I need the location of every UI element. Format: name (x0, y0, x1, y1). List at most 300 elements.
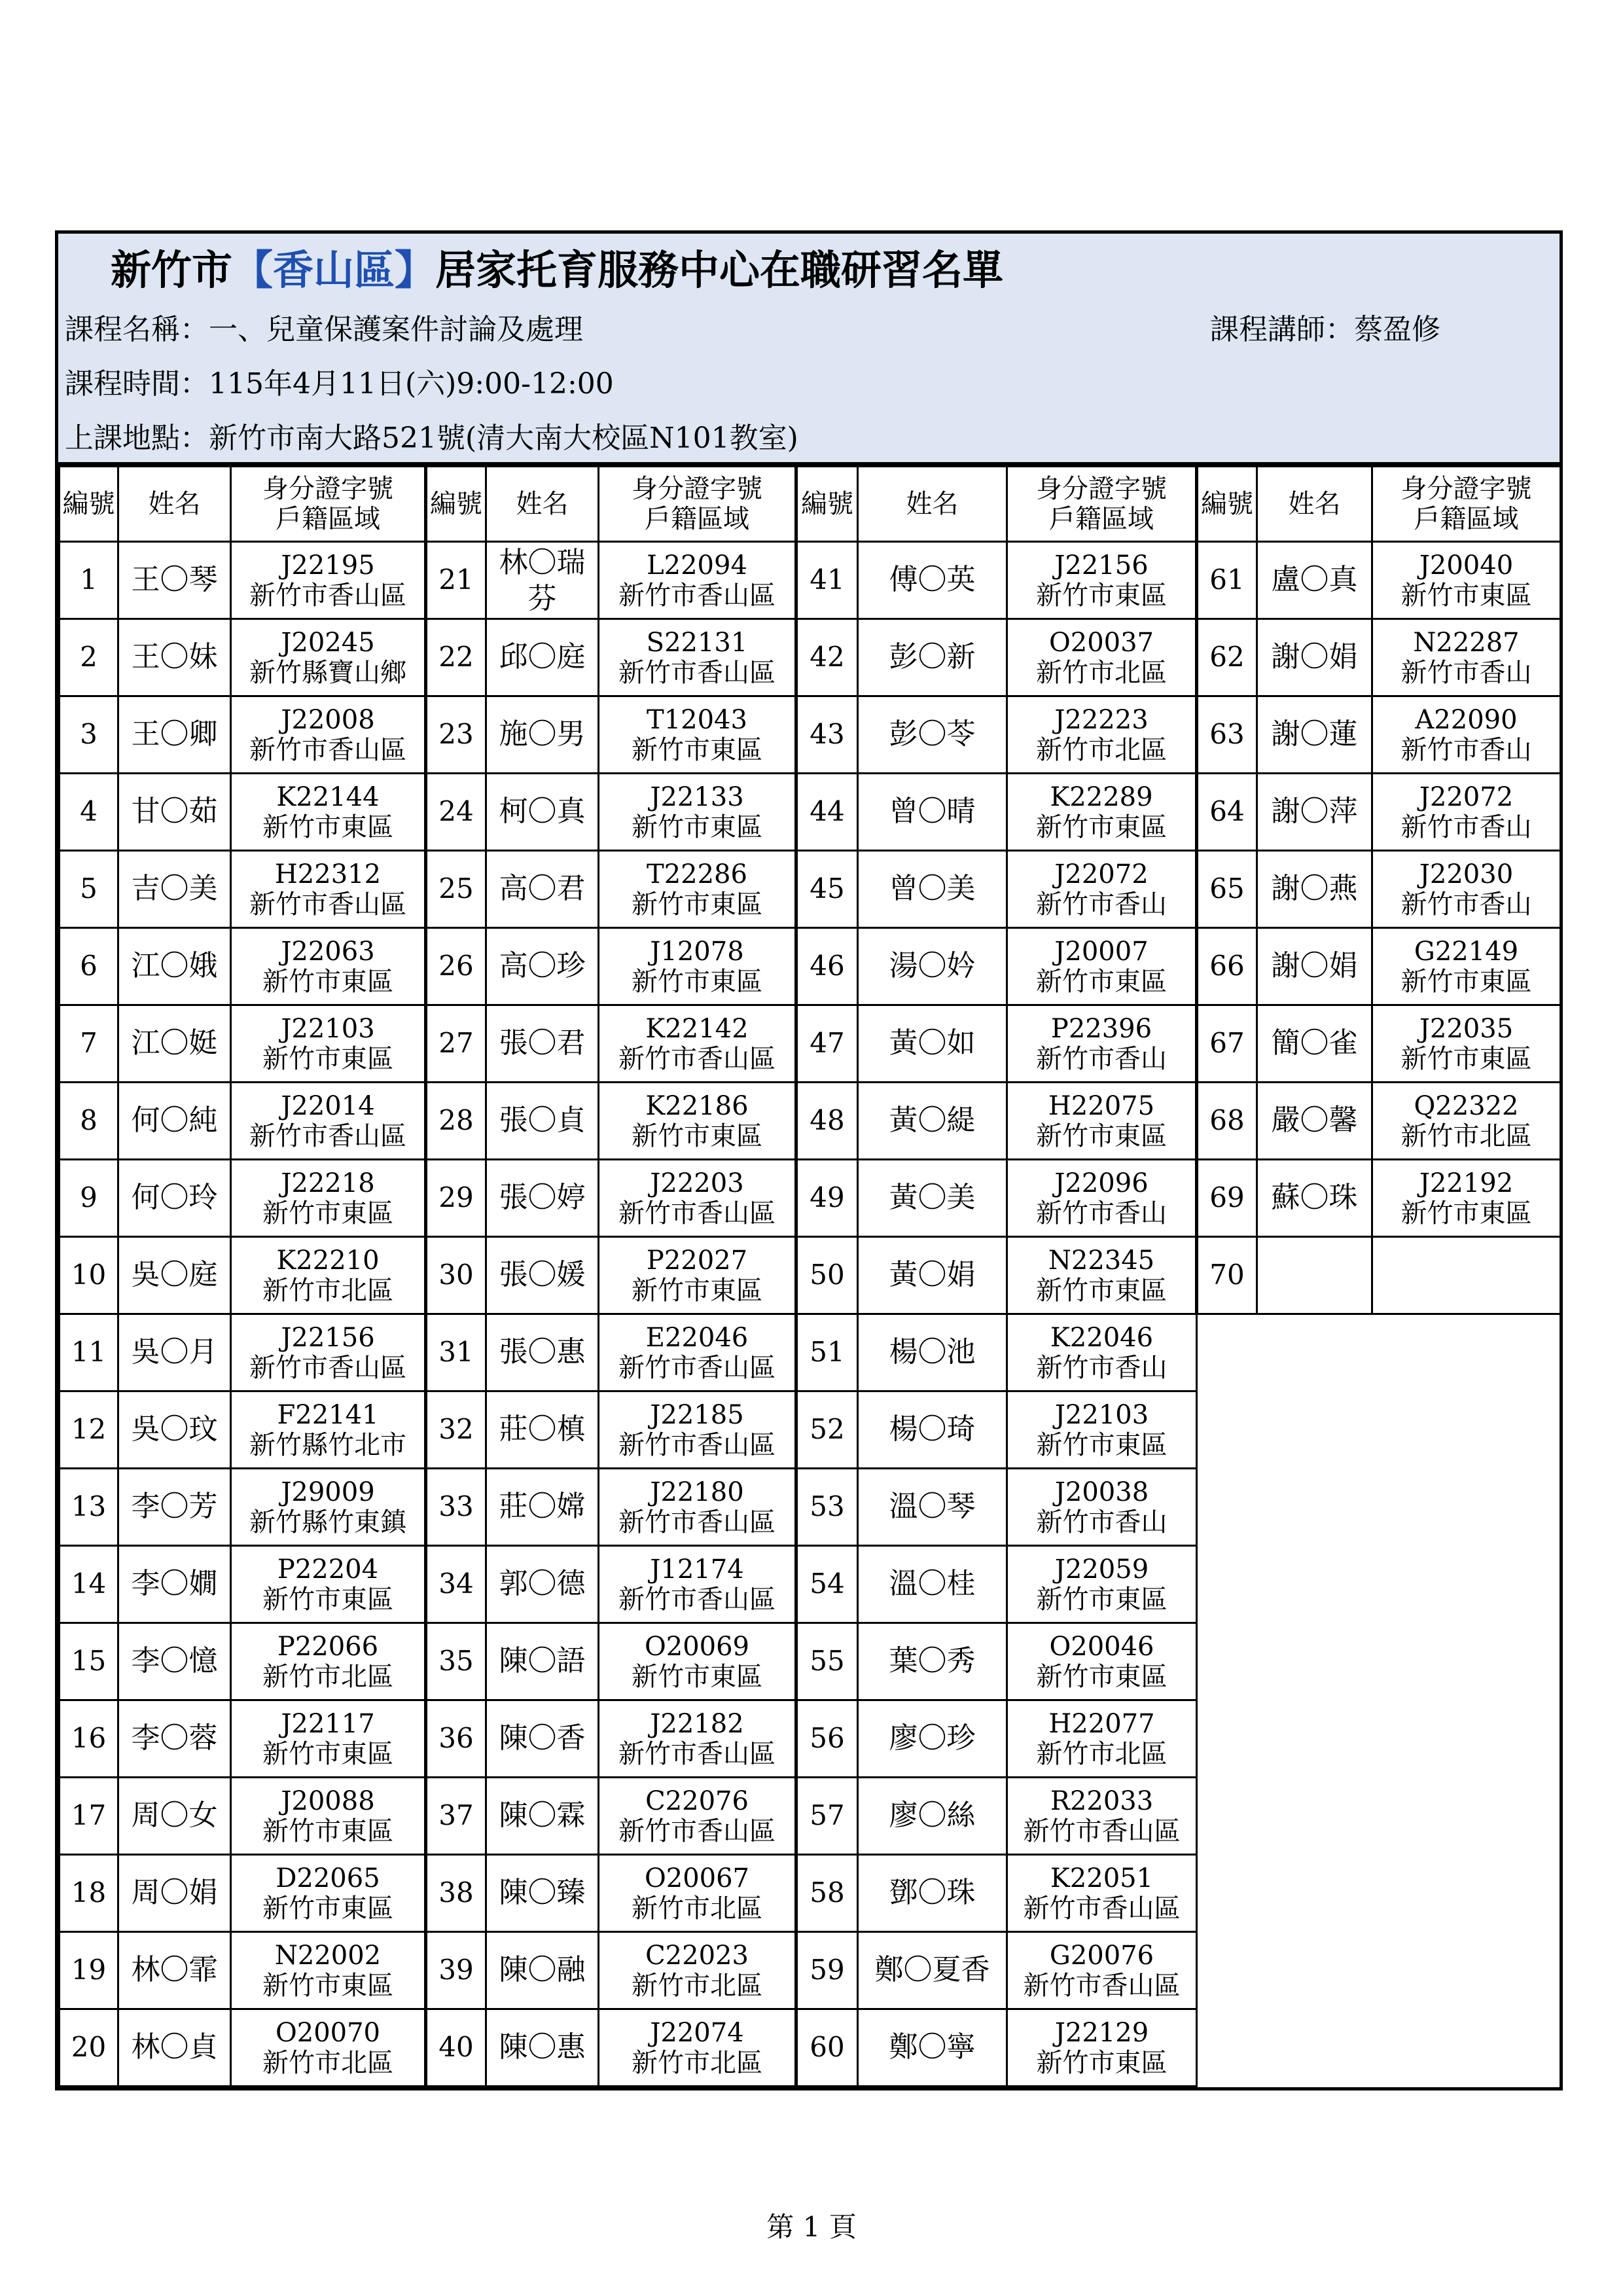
cell-area: 新竹市香山區 (618, 1198, 776, 1229)
table-row (60, 1314, 1561, 1391)
cell-name: 簡〇雀 (1257, 1005, 1372, 1083)
cell-area: 新竹市東區 (1036, 1121, 1167, 1151)
cell-id-area (599, 619, 796, 696)
cell-no: 26 (426, 928, 486, 1005)
cell-no: 67 (1197, 1005, 1257, 1083)
cell-area: 新竹市東區 (262, 1584, 393, 1615)
course-name: 課程名稱：一、兒童保護案件討論及處理 (65, 312, 583, 346)
empty-cell (1197, 1546, 1561, 1623)
cell-no: 50 (796, 1237, 858, 1314)
cell-id-area (231, 1005, 426, 1083)
cell-area: 新竹市香山 (1400, 734, 1532, 765)
cell-id: J22117 (281, 1708, 375, 1739)
cell-area: 新竹市東區 (1036, 2047, 1168, 2078)
cell-no: 58 (796, 1855, 858, 1932)
cell-id: F22141 (277, 1399, 379, 1430)
cell-no: 44 (796, 774, 858, 851)
cell-name: 李〇蓉 (118, 1700, 231, 1778)
cell-no: 18 (60, 1855, 118, 1932)
cell-area: 新竹市香山 (1036, 1352, 1168, 1383)
cell-no: 43 (796, 696, 858, 774)
cell-name: 謝〇燕 (1257, 851, 1372, 928)
cell-id-area (599, 2009, 796, 2087)
cell-no: 2 (60, 619, 118, 696)
cell-id: J22072 (1054, 859, 1149, 889)
cell-no: 29 (426, 1160, 486, 1237)
cell-id: K22144 (276, 781, 380, 812)
cell-no: 66 (1197, 928, 1257, 1005)
cell-id: A22090 (1415, 704, 1518, 735)
cell-area: 新竹市東區 (1036, 1429, 1168, 1460)
cell-area: 新竹市香山 (1036, 889, 1167, 920)
cell-id-area (599, 1391, 796, 1469)
cell-name: 鄭〇夏香 (858, 1932, 1007, 2009)
cell-id: D22065 (276, 1863, 380, 1893)
header-name: 姓名 (1257, 467, 1372, 542)
table-header-row (60, 467, 1561, 542)
cell-name: 廖〇絲 (858, 1778, 1007, 1855)
cell-id-area (1007, 1855, 1197, 1932)
cell-area: 新竹市東區 (262, 1738, 393, 1769)
cell-no: 46 (796, 928, 858, 1005)
cell-id: O20069 (644, 1631, 750, 1662)
cell-id-area (231, 696, 426, 774)
table-row (60, 1237, 1561, 1314)
cell-id-area (1007, 1391, 1197, 1469)
cell-id: T12043 (647, 704, 747, 735)
cell-area: 新竹市東區 (262, 1816, 393, 1846)
cell-id-area (1007, 1083, 1197, 1160)
cell-id-area (1007, 1700, 1197, 1778)
header-id-area (231, 467, 426, 542)
cell-area: 新竹市香山 (1400, 657, 1532, 688)
cell-area: 新竹縣寶山鄉 (249, 657, 406, 688)
cell-area: 新竹市東區 (632, 734, 762, 765)
cell-id: J22185 (650, 1399, 744, 1430)
cell-id-area (231, 1932, 426, 2009)
table-row (60, 542, 1561, 619)
cell-no: 62 (1197, 619, 1257, 696)
cell-name: 彭〇新 (858, 619, 1007, 696)
cell-name: 李〇芳 (118, 1469, 231, 1546)
header-id-area (1007, 467, 1197, 542)
cell-no: 51 (796, 1314, 858, 1391)
header-id: 身分證字號 (1400, 474, 1532, 504)
cell-name: 溫〇琴 (858, 1469, 1007, 1546)
cell-id: O20046 (1049, 1631, 1154, 1662)
cell-area: 新竹市北區 (632, 1970, 762, 2001)
cell-id-area (231, 542, 426, 619)
cell-id: J22059 (1054, 1554, 1149, 1585)
empty-cell (1197, 1855, 1561, 1932)
cell-id: K22210 (276, 1245, 380, 1276)
cell-id-area (1007, 1237, 1197, 1314)
cell-area: 新竹市香山區 (618, 1429, 776, 1460)
cell-id: K22289 (1050, 781, 1153, 812)
cell-no: 4 (60, 774, 118, 851)
cell-id: J22182 (650, 1708, 744, 1739)
cell-id-area (599, 1855, 796, 1932)
cell-name: 江〇娗 (118, 1005, 231, 1083)
cell-id: J22030 (1419, 859, 1514, 889)
cell-id: E22046 (645, 1322, 749, 1353)
cell-id: J12174 (650, 1554, 744, 1585)
header-area: 戶籍區域 (1049, 504, 1154, 534)
course-time: 課程時間：115年4月11日(六)9:00-12:00 (65, 367, 614, 401)
cell-id-area (599, 1932, 796, 2009)
cell-id-area (231, 1391, 426, 1469)
cell-name: 陳〇語 (486, 1623, 599, 1700)
cell-id-area (599, 542, 796, 619)
cell-area: 新竹市香山區 (1023, 1816, 1181, 1846)
cell-no: 68 (1197, 1083, 1257, 1160)
cell-name: 陳〇臻 (486, 1855, 599, 1932)
cell-area: 新竹市東區 (1036, 1275, 1167, 1306)
cell-area: 新竹縣竹東鎮 (249, 1507, 406, 1537)
cell-id-area (1007, 1546, 1197, 1623)
cell-name: 盧〇真 (1257, 542, 1372, 619)
cell-name: 葉〇秀 (858, 1623, 1007, 1700)
cell-no: 63 (1197, 696, 1257, 774)
cell-id: H22312 (274, 859, 382, 889)
cell-no: 35 (426, 1623, 486, 1700)
cell-id-area (1372, 774, 1561, 851)
cell-no: 15 (60, 1623, 118, 1700)
cell-id-area (599, 1623, 796, 1700)
empty-cell (1197, 1623, 1561, 1700)
cell-id-area (231, 1469, 426, 1546)
cell-id-area (1007, 1314, 1197, 1391)
cell-area: 新竹市香山區 (618, 1507, 776, 1537)
cell-id: J22203 (650, 1168, 744, 1198)
cell-id-area (599, 1237, 796, 1314)
cell-name: 柯〇真 (486, 774, 599, 851)
cell-area: 新竹市東區 (1400, 1043, 1532, 1074)
table-row (60, 619, 1561, 696)
cell-id-area (1007, 1932, 1197, 2009)
cell-area: 新竹市香山區 (618, 1584, 776, 1615)
cell-area: 新竹市東區 (632, 966, 762, 997)
cell-no: 45 (796, 851, 858, 928)
cell-name: 謝〇萍 (1257, 774, 1372, 851)
cell-name: 張〇媛 (486, 1237, 599, 1314)
cell-id-area (1007, 619, 1197, 696)
cell-no: 20 (60, 2009, 118, 2087)
cell-area: 新竹市北區 (1036, 657, 1167, 688)
header-no: 編號 (1197, 467, 1257, 542)
empty-cell (1197, 1932, 1561, 2009)
table-row (60, 1005, 1561, 1083)
cell-name: 邱〇庭 (486, 619, 599, 696)
cell-no: 31 (426, 1314, 486, 1391)
cell-name: 莊〇槙 (486, 1391, 599, 1469)
cell-name: 謝〇娟 (1257, 928, 1372, 1005)
empty-cell (1197, 1391, 1561, 1469)
cell-area: 新竹市東區 (1036, 1661, 1168, 1692)
cell-no: 19 (60, 1932, 118, 2009)
cell-id-area (599, 1314, 796, 1391)
cell-name: 李〇憶 (118, 1623, 231, 1700)
cell-no: 22 (426, 619, 486, 696)
cell-name: 郭〇德 (486, 1546, 599, 1623)
cell-no: 57 (796, 1778, 858, 1855)
cell-name: 林〇霏 (118, 1932, 231, 2009)
cell-no: 41 (796, 542, 858, 619)
cell-no: 27 (426, 1005, 486, 1083)
cell-area: 新竹市東區 (1036, 966, 1167, 997)
cell-name: 黃〇如 (858, 1005, 1007, 1083)
cell-id-area (1007, 696, 1197, 774)
cell-name: 甘〇茹 (118, 774, 231, 851)
header-area: 戶籍區域 (1414, 504, 1519, 534)
cell-area: 新竹縣竹北市 (249, 1429, 406, 1460)
cell-area: 新竹市香山區 (1023, 1893, 1181, 1924)
cell-id-area (231, 1623, 426, 1700)
cell-id: J22195 (281, 550, 375, 581)
district-highlight: 【香山區】 (232, 245, 436, 294)
cell-area: 新竹市東區 (262, 966, 393, 997)
header-id: 身分證字號 (632, 474, 762, 504)
cell-no: 47 (796, 1005, 858, 1083)
header-area: 戶籍區域 (276, 504, 380, 534)
cell-id-area (231, 619, 426, 696)
cell-area: 新竹市東區 (632, 1121, 762, 1151)
cell-id-area (1372, 851, 1561, 928)
table-row (60, 1469, 1561, 1546)
cell-name: 周〇女 (118, 1778, 231, 1855)
table-row (60, 2009, 1561, 2087)
cell-id-area (599, 1005, 796, 1083)
cell-name: 何〇純 (118, 1083, 231, 1160)
cell-name: 湯〇妗 (858, 928, 1007, 1005)
cell-name: 周〇娟 (118, 1855, 231, 1932)
cell-no: 25 (426, 851, 486, 928)
cell-no: 9 (60, 1160, 118, 1237)
cell-id: J22008 (281, 704, 375, 735)
cell-area: 新竹市東區 (262, 1043, 393, 1074)
cell-area: 新竹市東區 (1036, 812, 1167, 842)
cell-name: 張〇婷 (486, 1160, 599, 1237)
cell-area: 新竹市北區 (632, 2047, 762, 2078)
cell-name: 陳〇惠 (486, 2009, 599, 2087)
cell-no: 40 (426, 2009, 486, 2087)
cell-area: 新竹市東區 (262, 1970, 393, 2001)
cell-name: 張〇惠 (486, 1314, 599, 1391)
cell-area: 新竹市北區 (632, 1893, 762, 1924)
cell-id-area (1007, 542, 1197, 619)
cell-id: T22286 (647, 859, 747, 889)
cell-area: 新竹市香山區 (249, 1352, 406, 1383)
cell-id-area (599, 1160, 796, 1237)
cell-area: 新竹市香山區 (249, 734, 406, 765)
cell-name: 蘇〇珠 (1257, 1160, 1372, 1237)
location: 上課地點：新竹市南大路521號(清大南大校區N101教室) (65, 421, 798, 455)
cell-area: 新竹市北區 (262, 1275, 393, 1306)
cell-id: O20070 (275, 2017, 381, 2048)
cell-no: 7 (60, 1005, 118, 1083)
cell-name: 莊〇嫦 (486, 1469, 599, 1546)
cell-id: J22223 (1054, 704, 1149, 735)
cell-id-area (1007, 1623, 1197, 1700)
cell-no: 5 (60, 851, 118, 928)
cell-no: 39 (426, 1932, 486, 2009)
cell-id-area (231, 1160, 426, 1237)
cell-no: 55 (796, 1623, 858, 1700)
cell-area: 新竹市香山區 (1023, 1970, 1181, 2001)
page-title: 新竹市 【香山區】 居家托育服務中心在職研習名單 (58, 234, 1560, 299)
cell-area: 新竹市香山區 (249, 580, 406, 611)
cell-area: 新竹市香山區 (618, 657, 776, 688)
attendee-table (58, 465, 1561, 2087)
cell-id: J22103 (281, 1013, 375, 1044)
cell-no: 16 (60, 1700, 118, 1778)
cell-name: 吉〇美 (118, 851, 231, 928)
table-row (60, 774, 1561, 851)
cell-name: 謝〇娟 (1257, 619, 1372, 696)
cell-id: C22023 (645, 1940, 749, 1971)
cell-area: 新竹市香山 (1036, 1198, 1167, 1229)
cell-id-area (231, 2009, 426, 2087)
cell-id: J22074 (650, 2017, 744, 2048)
cell-id: P22066 (277, 1631, 379, 1662)
cell-id-area (1372, 696, 1561, 774)
cell-name: 楊〇池 (858, 1314, 1007, 1391)
cell-name: 嚴〇馨 (1257, 1083, 1372, 1160)
course-name-row (58, 299, 1560, 353)
header-no: 編號 (426, 467, 486, 542)
table-row (60, 1932, 1561, 2009)
cell-id-area (1372, 1237, 1561, 1314)
cell-no: 70 (1197, 1237, 1257, 1314)
cell-area: 新竹市香山區 (618, 1816, 776, 1846)
cell-area: 新竹市東區 (1400, 966, 1532, 997)
cell-no: 56 (796, 1700, 858, 1778)
cell-name (1257, 1237, 1372, 1314)
cell-name: 黃〇美 (858, 1160, 1007, 1237)
cell-id-area (231, 1237, 426, 1314)
cell-name: 王〇卿 (118, 696, 231, 774)
cell-name: 張〇君 (486, 1005, 599, 1083)
cell-no: 54 (796, 1546, 858, 1623)
cell-id: J22096 (1054, 1168, 1149, 1198)
cell-id: P22027 (646, 1245, 748, 1276)
cell-area: 新竹市東區 (1036, 1584, 1168, 1615)
empty-cell (1197, 1700, 1561, 1778)
cell-id: K22186 (645, 1090, 749, 1121)
cell-id: J22063 (281, 936, 375, 967)
table-row (60, 696, 1561, 774)
cell-id: S22131 (646, 627, 748, 658)
cell-id: N22345 (1048, 1245, 1155, 1276)
header-name: 姓名 (118, 467, 231, 542)
cell-id: K22142 (645, 1013, 749, 1044)
cell-no: 21 (426, 542, 486, 619)
cell-area: 新竹市香山 (1400, 812, 1532, 842)
cell-area: 新竹市香山 (1036, 1507, 1168, 1537)
cell-name: 彭〇苓 (858, 696, 1007, 774)
cell-id: K22051 (1050, 1863, 1154, 1893)
cell-id: H22075 (1048, 1090, 1155, 1121)
cell-id: H22077 (1048, 1708, 1155, 1739)
cell-area: 新竹市東區 (262, 1893, 393, 1924)
table-body (60, 542, 1561, 2087)
cell-id: J12078 (650, 936, 744, 967)
cell-area: 新竹市香山區 (618, 1738, 776, 1769)
cell-id-area (599, 1469, 796, 1546)
cell-id-area (1007, 1160, 1197, 1237)
table-row (60, 851, 1561, 928)
cell-area: 新竹市東區 (1400, 580, 1532, 611)
cell-no: 10 (60, 1237, 118, 1314)
cell-id: J22156 (281, 1322, 375, 1353)
cell-id: O20037 (1048, 627, 1154, 658)
cell-name: 曾〇晴 (858, 774, 1007, 851)
header-id-area (1372, 467, 1561, 542)
cell-no: 64 (1197, 774, 1257, 851)
table-row (60, 1083, 1561, 1160)
cell-id-area (599, 1546, 796, 1623)
cell-name: 何〇玲 (118, 1160, 231, 1237)
cell-id: J20038 (1054, 1477, 1149, 1507)
cell-id-area (1372, 1005, 1561, 1083)
cell-area: 新竹市香山區 (618, 1043, 776, 1074)
cell-id-area (599, 696, 796, 774)
cell-id: J22129 (1054, 2017, 1149, 2048)
cell-name: 高〇君 (486, 851, 599, 928)
cell-no: 30 (426, 1237, 486, 1314)
table-row (60, 1700, 1561, 1778)
cell-area: 新竹市香山 (1400, 889, 1532, 920)
cell-area: 新竹市東區 (632, 1275, 762, 1306)
cell-area: 新竹市東區 (262, 812, 393, 842)
cell-no: 52 (796, 1391, 858, 1469)
cell-no: 48 (796, 1083, 858, 1160)
cell-id: G22149 (1414, 936, 1519, 967)
cell-id-area (599, 1083, 796, 1160)
cell-no: 38 (426, 1855, 486, 1932)
cell-id-area (599, 774, 796, 851)
cell-id-area (231, 1083, 426, 1160)
page-number: 第 1 頁 (766, 2211, 857, 2243)
cell-id-area (599, 1778, 796, 1855)
cell-id: J22072 (1419, 781, 1514, 812)
cell-name: 謝〇蓮 (1257, 696, 1372, 774)
table-row (60, 1546, 1561, 1623)
cell-name: 楊〇琦 (858, 1391, 1007, 1469)
cell-name: 鄧〇珠 (858, 1855, 1007, 1932)
cell-id-area (231, 1855, 426, 1932)
cell-name: 王〇琴 (118, 542, 231, 619)
cell-id-area (1007, 1778, 1197, 1855)
cell-id-area (231, 928, 426, 1005)
cell-id: L22094 (647, 550, 747, 581)
cell-area: 新竹市香山 (1036, 1043, 1167, 1074)
cell-id-area (1372, 928, 1561, 1005)
cell-id: J20245 (281, 627, 375, 658)
cell-area: 新竹市東區 (632, 1661, 762, 1692)
cell-id: P22396 (1050, 1013, 1152, 1044)
cell-no: 6 (60, 928, 118, 1005)
cell-no: 23 (426, 696, 486, 774)
header-id-area (599, 467, 796, 542)
cell-no: 8 (60, 1083, 118, 1160)
instructor: 課程講師：蔡盈修 (1210, 312, 1440, 346)
cell-name: 黃〇緹 (858, 1083, 1007, 1160)
cell-id-area (1007, 2009, 1197, 2087)
cell-no: 69 (1197, 1160, 1257, 1237)
header-no: 編號 (796, 467, 858, 542)
cell-name: 溫〇桂 (858, 1546, 1007, 1623)
